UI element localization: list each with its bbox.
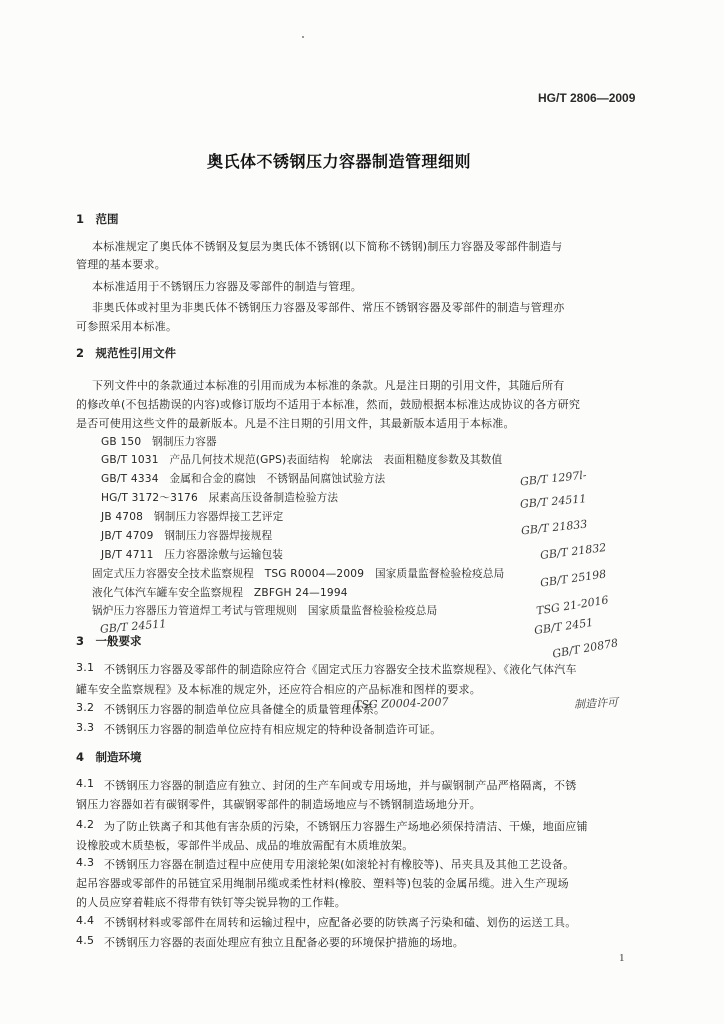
handwritten-note: GB/T 2451	[533, 615, 595, 638]
clause-line: 不锈钢压力容器在制造过程中应使用专用滚轮架(如滚轮衬有橡胶等)、吊夹具及其他工艺设备。	[104, 858, 575, 871]
reference-welder-rules: 锅炉压力容器压力管道焊工考试与管理规则 国家质量监督检验检疫总局	[92, 605, 438, 617]
reference-jb4708: JB 4708 钢制压力容器焊接工艺评定	[101, 511, 284, 523]
section-2-line: 下列文件中的条款通过本标准的引用而成为本标准的条款。凡是注日期的引用文件，其随后所有	[92, 379, 565, 392]
handwritten-note: GB/T 1297l-	[519, 468, 588, 489]
clause-line: 不锈钢压力容器的制造单位应持有相应规定的特种设备制造许可证。	[104, 723, 442, 736]
clause-line: 设橡胶或木质垫板，零部件半成品、成品的堆放需配有木质堆放架。	[76, 839, 414, 852]
section-1-line: 本标准适用于不锈钢压力容器及零部件的制造与管理。	[92, 280, 362, 293]
clause-line: 钢压力容器如若有碳钢零件，其碳钢零部件的制造场地应与不锈钢制造场地分开。	[76, 798, 481, 811]
clause-number: 3.1	[76, 661, 95, 674]
handwritten-note: GB/T 21833	[520, 517, 588, 538]
clause-line: 不锈钢材料或零部件在周转和运输过程中，应配备必要的防铁离子污染和磕、划伤的运送工具。	[104, 916, 577, 929]
clause-number: 4.4	[76, 914, 95, 927]
document-title: 奥氏体不锈钢压力容器制造管理细则	[207, 152, 472, 171]
handwritten-note: GB/T 25198	[539, 567, 607, 590]
reference-zbfgh24: 液化气体汽车罐车安全监察规程 ZBFGH 24—1994	[92, 587, 348, 599]
page-number: 1	[619, 952, 625, 964]
section-1-line: 本标准规定了奥氏体不锈钢及复层为奥氏体不锈钢(以下简称不锈钢)制压力容器及零部件制造与	[92, 240, 563, 253]
section-2-line: 的修改单(不包括勘误的内容)或修订版均不适用于本标准，然而，鼓励根据本标准达成协议的各方研究	[76, 398, 581, 411]
section-2-heading: 2 规范性引用文件	[76, 346, 177, 360]
section-1-heading: 1 范围	[76, 212, 119, 226]
clause-number: 4.1	[76, 777, 95, 790]
section-1-line: 非奥氏体或衬里为非奥氏体不锈钢压力容器及零部件、常压不锈钢容器及零部件的制造与管理亦	[92, 301, 565, 314]
standard-number: HG/T 2806—2009	[538, 91, 636, 105]
handwritten-note: GB/T 21832	[539, 541, 607, 562]
reference-gbt4334: GB/T 4334 金属和合金的腐蚀 不锈钢晶间腐蚀试验方法	[101, 473, 386, 485]
reference-jbt4711: JB/T 4711 压力容器涂敷与运输包装	[101, 549, 284, 561]
reference-gb150: GB 150 钢制压力容器	[101, 436, 217, 448]
scan-speck	[302, 36, 304, 38]
section-4-heading: 4 制造环境	[76, 750, 142, 764]
handwritten-note: GB/T 20878	[551, 636, 620, 661]
clause-number: 4.5	[76, 934, 95, 947]
clause-number: 4.3	[76, 856, 95, 869]
clause-number: 3.2	[76, 701, 95, 714]
clause-line: 不锈钢压力容器及零部件的制造除应符合《固定式压力容器安全技术监察规程》、《液化气体汽车	[104, 663, 577, 676]
clause-line: 不锈钢压力容器的制造单位应具备健全的质量管理体系。	[104, 703, 386, 716]
section-1-line: 可参照采用本标准。	[76, 320, 178, 333]
clause-number: 3.3	[76, 721, 95, 734]
clause-line: 不锈钢压力容器的制造应有独立、封闭的生产车间或专用场地，并与碳钢制产品严格隔离，不锈	[104, 779, 577, 792]
clause-number: 4.2	[76, 818, 95, 831]
clause-line: 罐车安全监察规程》及本标准的规定外，还应符合相应的产品标准和图样的要求。	[76, 683, 481, 696]
handwritten-note: TSG 21-2016	[535, 593, 610, 618]
clause-line: 不锈钢压力容器的表面处理应有独立且配备必要的环境保护措施的场地。	[104, 936, 464, 949]
reference-tsg-r0004: 固定式压力容器安全技术监察规程 TSG R0004—2009 国家质量监督检验检疫总局	[92, 568, 505, 580]
reference-gbt1031: GB/T 1031 产品几何技术规范(GPS)表面结构 轮廓法 表面粗糙度参数及其数值	[101, 454, 503, 466]
clause-line: 起吊容器或零部件的吊链宜采用绳制吊缆或柔性材料(橡胶、塑料等)包装的金属吊缆。进入生产现场	[76, 877, 569, 890]
reference-jbt4709: JB/T 4709 钢制压力容器焊接规程	[101, 530, 273, 542]
handwritten-note: GB/T 24511	[519, 492, 587, 511]
handwritten-note: GB/T 24511	[99, 617, 167, 636]
section-1-line: 管理的基本要求。	[76, 258, 166, 271]
clause-line: 的人员应穿着鞋底不得带有铁钉等尖锐异物的工作鞋。	[76, 896, 346, 909]
clause-line: 为了防止铁离子和其他有害杂质的污染，不锈钢压力容器生产场地必须保持清洁、干燥，地面应铺	[104, 820, 588, 833]
section-2-line: 是否可使用这些文件的最新版本。凡是不注日期的引用文件，其最新版本适用于本标准。	[76, 417, 515, 430]
handwritten-note: TSG Z0004-2007	[353, 695, 449, 712]
handwritten-note: 制造许可	[573, 695, 619, 712]
section-3-heading: 3 一般要求	[76, 634, 142, 648]
reference-hgt3172: HG/T 3172～3176 尿素高压设备制造检验方法	[101, 492, 339, 504]
